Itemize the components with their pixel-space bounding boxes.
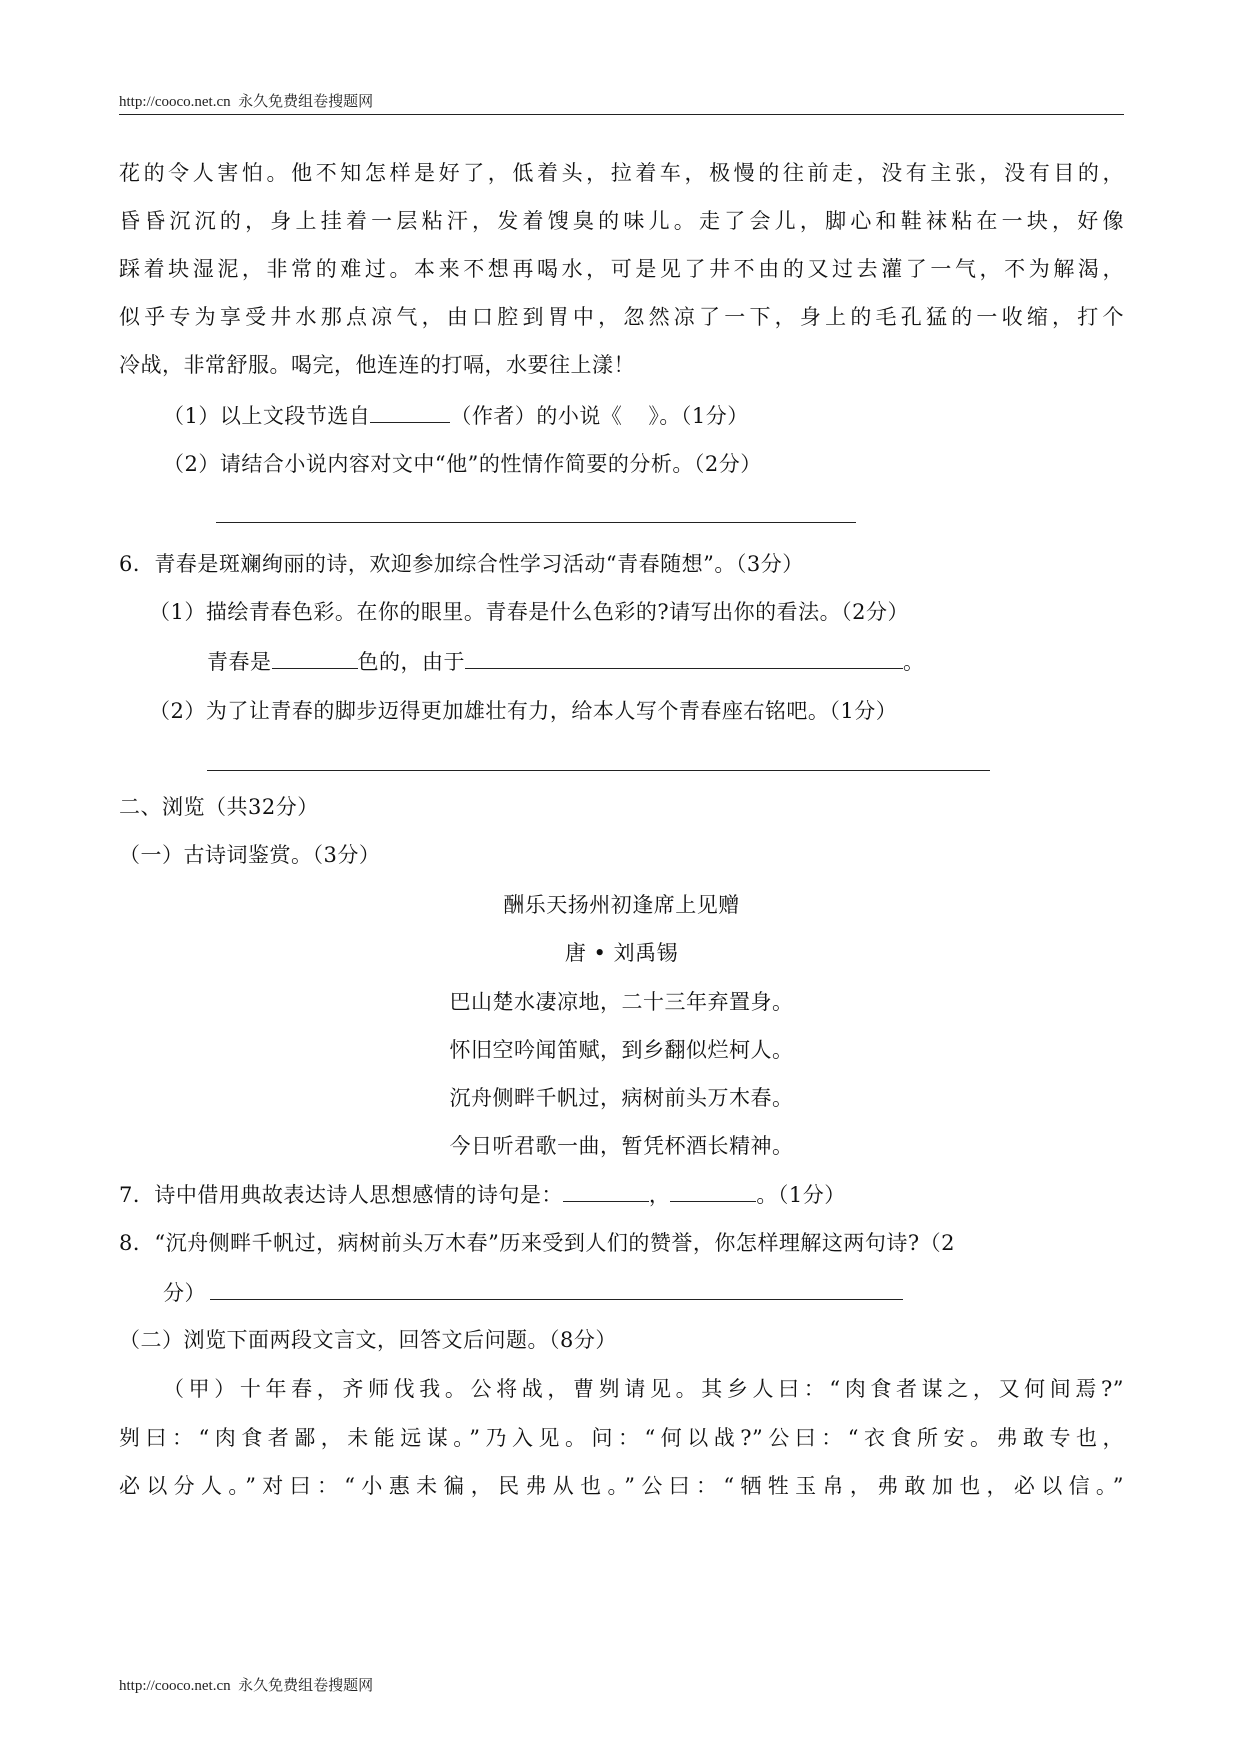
passage-line: 似乎专为享受井水那点凉气，由口腔到胃中，忽然凉了一下，身上的毛孔猛的一收缩，打个 — [119, 305, 1124, 329]
poem-title: 酬乐天扬州初逢席上见赠 — [503, 893, 740, 917]
q6-1-fill-c: 。 — [903, 650, 925, 674]
question-5-1 — [163, 400, 749, 431]
q7-text-c: 。（1分） — [756, 1183, 846, 1207]
header-rule — [119, 114, 1124, 115]
part-1-heading: （一）古诗词鉴赏。（3分） — [119, 843, 381, 867]
question-6-2: （2）为了让青春的脚步迈得更加雄壮有力，给本人写个青春座右铭吧。（1分） — [149, 699, 898, 723]
poem-line: 今日听君歌一曲，暂凭杯酒长精神。 — [449, 1134, 794, 1158]
classical-line: 刿曰：“肉食者鄙，未能远谋。”乃入见。问：“何以战?”公曰：“衣食所安。弗敢专也， — [119, 1426, 1124, 1450]
poem-author: 唐 • 刘禹锡 — [564, 941, 679, 965]
answer-line-6-2[interactable] — [207, 770, 990, 771]
author-blank[interactable] — [370, 400, 450, 423]
poem-line: 沉舟侧畔千帆过，病树前头万木春。 — [449, 1086, 794, 1110]
q7-text-a: 7．诗中借用典故表达诗人思想感情的诗句是： — [119, 1183, 563, 1207]
passage-line: 冷战，非常舒服。喝完，他连连的打嗝，水要往上漾！ — [119, 353, 635, 377]
question-6-1-fill — [207, 646, 925, 677]
q7-blank-1[interactable] — [563, 1179, 649, 1202]
poem-line: 巴山楚水凄凉地，二十三年弃置身。 — [449, 990, 794, 1014]
question-6: 6．青春是斑斓绚丽的诗，欢迎参加综合性学习活动“青春随想”。（3分） — [119, 552, 804, 576]
q5-1-text-a: （1）以上文段节选自 — [163, 404, 371, 428]
page-header — [119, 90, 373, 111]
passage-line: 踩着块湿泥，非常的难过。本来不想再喝水，可是见了井不由的又过去灌了一气，不为解渴， — [119, 257, 1124, 281]
question-8-line-1: 8．“沉舟侧畔千帆过，病树前头万木春”历来受到人们的赞誉，你怎样理解这两句诗?（2 — [119, 1231, 955, 1255]
q5-1-text-c: 》。（1分） — [648, 404, 749, 428]
q5-1-text-b: （作者）的小说《 — [450, 404, 623, 428]
page-footer — [119, 1674, 373, 1695]
passage-line: 花的令人害怕。他不知怎样是好了，低着头，拉着车，极慢的往前走，没有主张，没有目的， — [119, 161, 1124, 185]
passage-line: 昏昏沉沉的，身上挂着一层粘汗，发着馊臭的味儿。走了会儿，脚心和鞋袜粘在一块，好像 — [119, 209, 1124, 233]
classical-line: （甲）十年春，齐师伐我。公将战，曹刿请见。其乡人曰：“肉食者谋之，又何间焉?” — [163, 1377, 1124, 1401]
color-blank[interactable] — [272, 646, 358, 669]
footer-site: 永久免费组卷搜题网 — [238, 1678, 374, 1694]
question-5-2: （2）请结合小说内容对文中“他”的性情作简要的分析。（2分） — [163, 452, 762, 476]
classical-line: 必以分人。”对曰：“小惠未徧，民弗从也。”公曰：“牺牲玉帛，弗敢加也，必以信。” — [119, 1474, 1124, 1498]
answer-line-5-2[interactable] — [216, 522, 856, 523]
question-8-line-2 — [163, 1277, 903, 1308]
section-2-heading: 二、浏览（共32分） — [119, 795, 319, 819]
q7-text-b: ， — [648, 1183, 671, 1207]
question-7 — [119, 1179, 846, 1210]
poem-line: 怀旧空吟闻笛赋，到乡翻似烂柯人。 — [449, 1038, 794, 1062]
reason-blank[interactable] — [465, 646, 903, 669]
q8-text-b: 分） — [163, 1281, 206, 1305]
q7-blank-2[interactable] — [670, 1179, 756, 1202]
q8-answer-blank[interactable] — [210, 1277, 903, 1300]
part-2-heading: （二）浏览下面两段文言文，回答文后问题。（8分） — [119, 1328, 617, 1352]
q6-1-fill-a: 青春是 — [207, 650, 272, 674]
header-site: 永久免费组卷搜题网 — [238, 94, 374, 110]
q6-1-fill-b: 色的，由于 — [357, 650, 465, 674]
footer-url: http://cooco.net.cn — [119, 1678, 231, 1694]
question-6-1: （1）描绘青春色彩。在你的眼里。青春是什么色彩的?请写出你的看法。（2分） — [149, 600, 909, 624]
header-url: http://cooco.net.cn — [119, 94, 231, 110]
